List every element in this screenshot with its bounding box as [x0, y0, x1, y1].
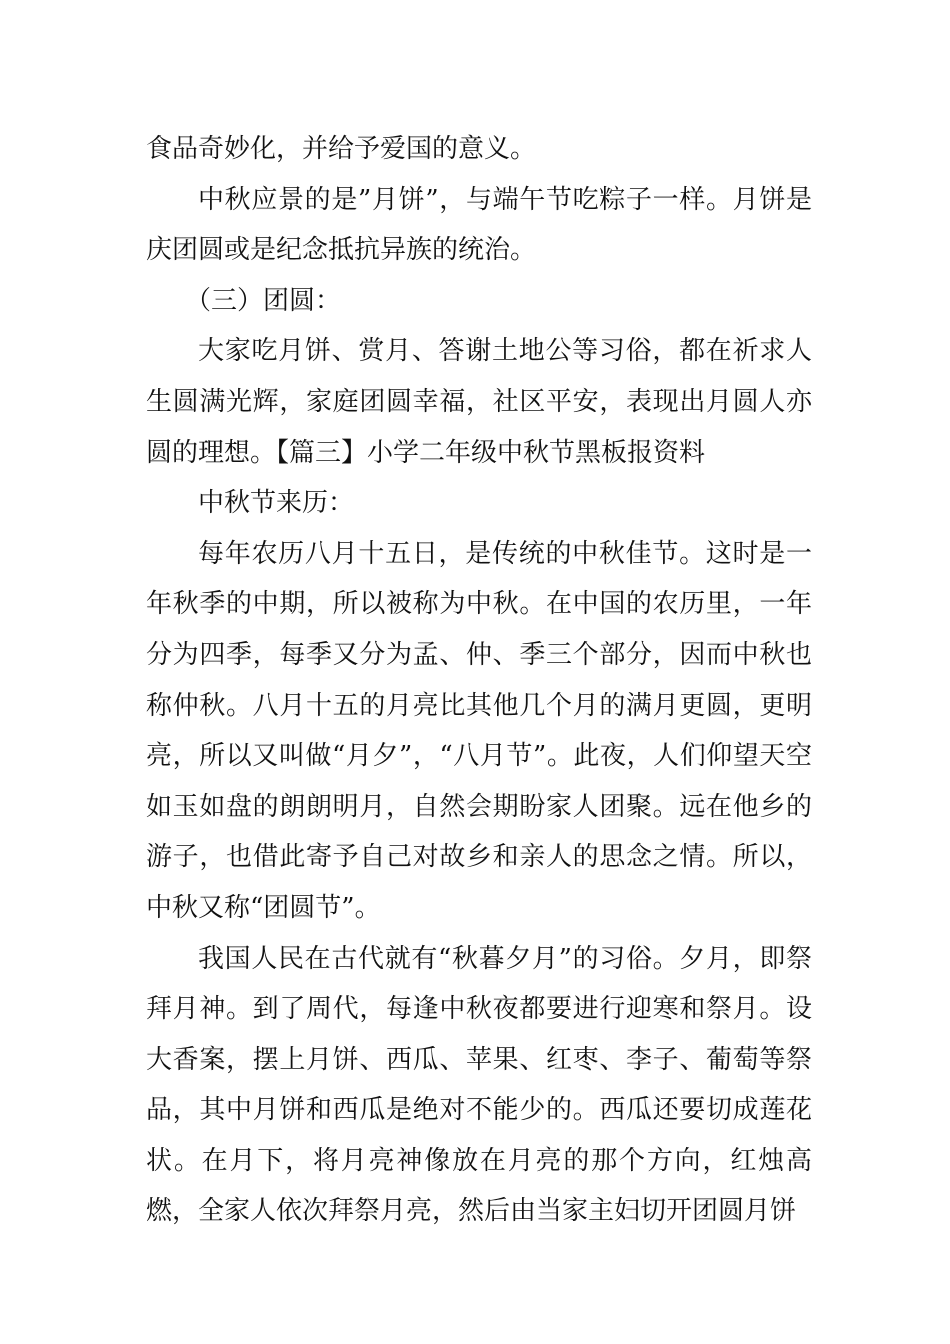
paragraph-reunion-customs: 大家吃月饼、赏月、答谢土地公等习俗，都在祈求人生圆满光辉，家庭团圆幸福，社区平安，表现出月圆人亦圆的理想。【篇三】小学二年级中秋节黑板报资料 — [146, 336, 812, 468]
paragraph-origin: 每年农历八月十五日，是传统的中秋佳节。这时是一年秋季的中期，所以被称为中秋。在中国的农历里，一年分为四季，每季又分为孟、仲、季三个部分，因而中秋也称仲秋。八月十五的月亮比其他几个月的满月更圆，更明亮，所以又叫做“月夕”，“八月节”。此夜，人们仰望天空如玉如盘的朗朗明月，自然会期盼家人团聚。远在他乡的游子，也借此寄予自己对故乡和亲人的思念之情。所以，中秋又称“团圆节”。 — [146, 538, 812, 923]
section-heading-origin: 中秋节来历： — [198, 488, 355, 519]
section-heading-reunion: （三）团圆： — [185, 285, 342, 316]
paragraph-moon-worship: 我国人民在古代就有“秋暮夕月”的习俗。夕月，即祭拜月神。到了周代，每逢中秋夜都要进行迎寒和祭月。设大香案，摆上月饼、西瓜、苹果、红枣、李子、葡萄等祭品，其中月饼和西瓜是绝对不能少的。西瓜还要切成莲花状。在月下，将月亮神像放在月亮的那个方向，红烛高燃，全家人依次拜祭月亮，然后由当家主妇切开团圆月饼 — [146, 943, 812, 1227]
document-body — [146, 124, 812, 1237]
paragraph-continuation: 食品奇妙化，并给予爱国的意义。 — [146, 134, 537, 164]
paragraph-mooncake: 中秋应景的是”月饼”，与端午节吃粽子一样。月饼是庆团圆或是纪念抵抗异族的统治。 — [146, 184, 812, 266]
